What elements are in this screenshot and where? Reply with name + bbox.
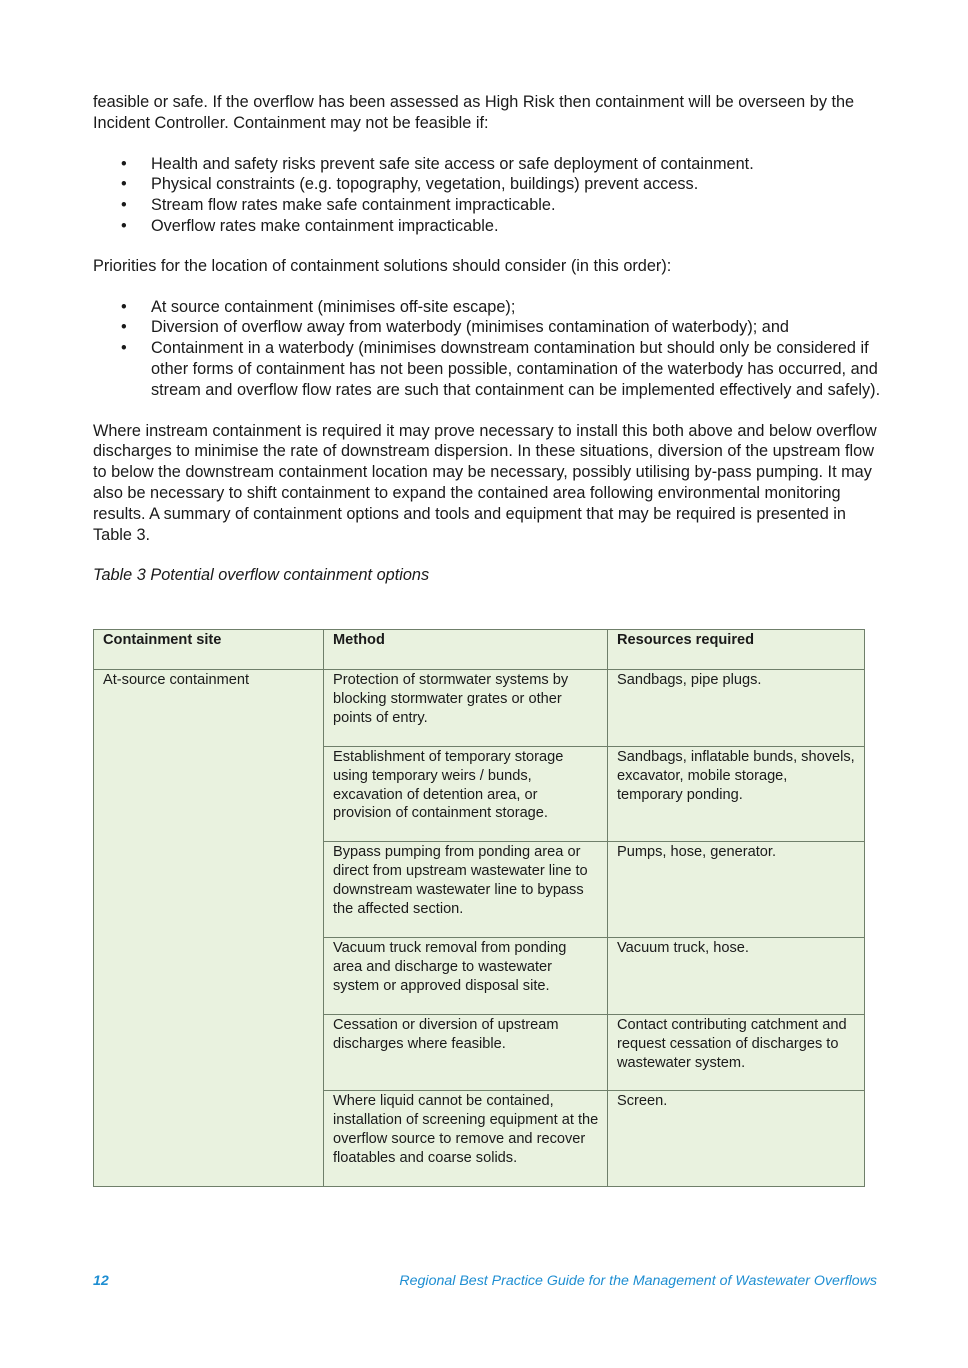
method-cell: Establishment of temporary storage using temporary weirs / bunds, excavation of detention area, or provision of containment storage. bbox=[324, 746, 608, 842]
method-cell: Cessation or diversion of upstream discharges where feasible. bbox=[324, 1014, 608, 1091]
instream-paragraph: Where instream containment is required it may prove necessary to install this both above and below overflow discharges to minimise the rate of downstream dispersion. In these situations, diversion of the upstream flow to below the downstream containment location may be necessary, possibly utilising by-pass pumping. It may also be necessary to shift containment to expand the contained area following environmental monitoring results. A summary of containment options and tools and equipment that may be required is presented in Table 3. bbox=[93, 421, 877, 544]
list-item: • Stream flow rates make safe containment impracticable. bbox=[93, 195, 883, 216]
resources-cell: Screen. bbox=[608, 1091, 865, 1187]
list-item: • Diversion of overflow away from waterbody (minimises contamination of waterbody); and bbox=[93, 317, 883, 338]
containment-table bbox=[93, 629, 865, 1187]
method-cell: Vacuum truck removal from ponding area and discharge to wastewater system or approved disposal site. bbox=[324, 937, 608, 1014]
header-resources: Resources required bbox=[608, 630, 865, 670]
list-item: • Containment in a waterbody (minimises downstream contamination but should only be considered if other forms of containment has not been possible, contamination of the waterbody has occurred, and stream and overflow flow rates are such that containment can be implemented effectively and safely). bbox=[93, 338, 883, 400]
table-header-row bbox=[94, 630, 865, 670]
list-item: • Health and safety risks prevent safe site access or safe deployment of containment. bbox=[93, 154, 883, 175]
page-number: 12 bbox=[93, 1273, 109, 1289]
list-item: • Overflow rates make containment impracticable. bbox=[93, 216, 883, 237]
list-item: • Physical constraints (e.g. topography, vegetation, buildings) prevent access. bbox=[93, 174, 883, 195]
resources-cell: Contact contributing catchment and request cessation of discharges to wastewater system. bbox=[608, 1014, 865, 1091]
table-caption: Table 3 Potential overflow containment options bbox=[93, 566, 430, 585]
table-row bbox=[94, 670, 865, 747]
priorities-intro: Priorities for the location of containment solutions should consider (in this order): bbox=[93, 256, 672, 275]
constraints-list bbox=[93, 154, 883, 237]
list-item: • At source containment (minimises off-site escape); bbox=[93, 297, 883, 318]
intro-paragraph: feasible or safe. If the overflow has been assessed as High Risk then containment will be overseen by the Incident Controller. Containment may not be feasible if: bbox=[93, 93, 855, 132]
resources-cell: Sandbags, pipe plugs. bbox=[608, 670, 865, 747]
method-cell: Protection of stormwater systems by blocking stormwater grates or other points of entry. bbox=[324, 670, 608, 747]
priorities-list bbox=[93, 297, 883, 401]
page-body bbox=[93, 92, 883, 586]
header-containment-site: Containment site bbox=[94, 630, 324, 670]
method-cell: Where liquid cannot be contained, installation of screening equipment at the overflow source to remove and recover floatables and coarse solids. bbox=[324, 1091, 608, 1187]
resources-cell: Pumps, hose, generator. bbox=[608, 842, 865, 938]
document-title: Regional Best Practice Guide for the Management of Wastewater Overflows bbox=[399, 1273, 877, 1289]
site-cell: At-source containment bbox=[94, 670, 324, 1187]
header-method: Method bbox=[324, 630, 608, 670]
method-cell: Bypass pumping from ponding area or direct from upstream wastewater line to downstream wastewater line to bypass the affected section. bbox=[324, 842, 608, 938]
resources-cell: Vacuum truck, hose. bbox=[608, 937, 865, 1014]
resources-cell: Sandbags, inflatable bunds, shovels, excavator, mobile storage, temporary ponding. bbox=[608, 746, 865, 842]
